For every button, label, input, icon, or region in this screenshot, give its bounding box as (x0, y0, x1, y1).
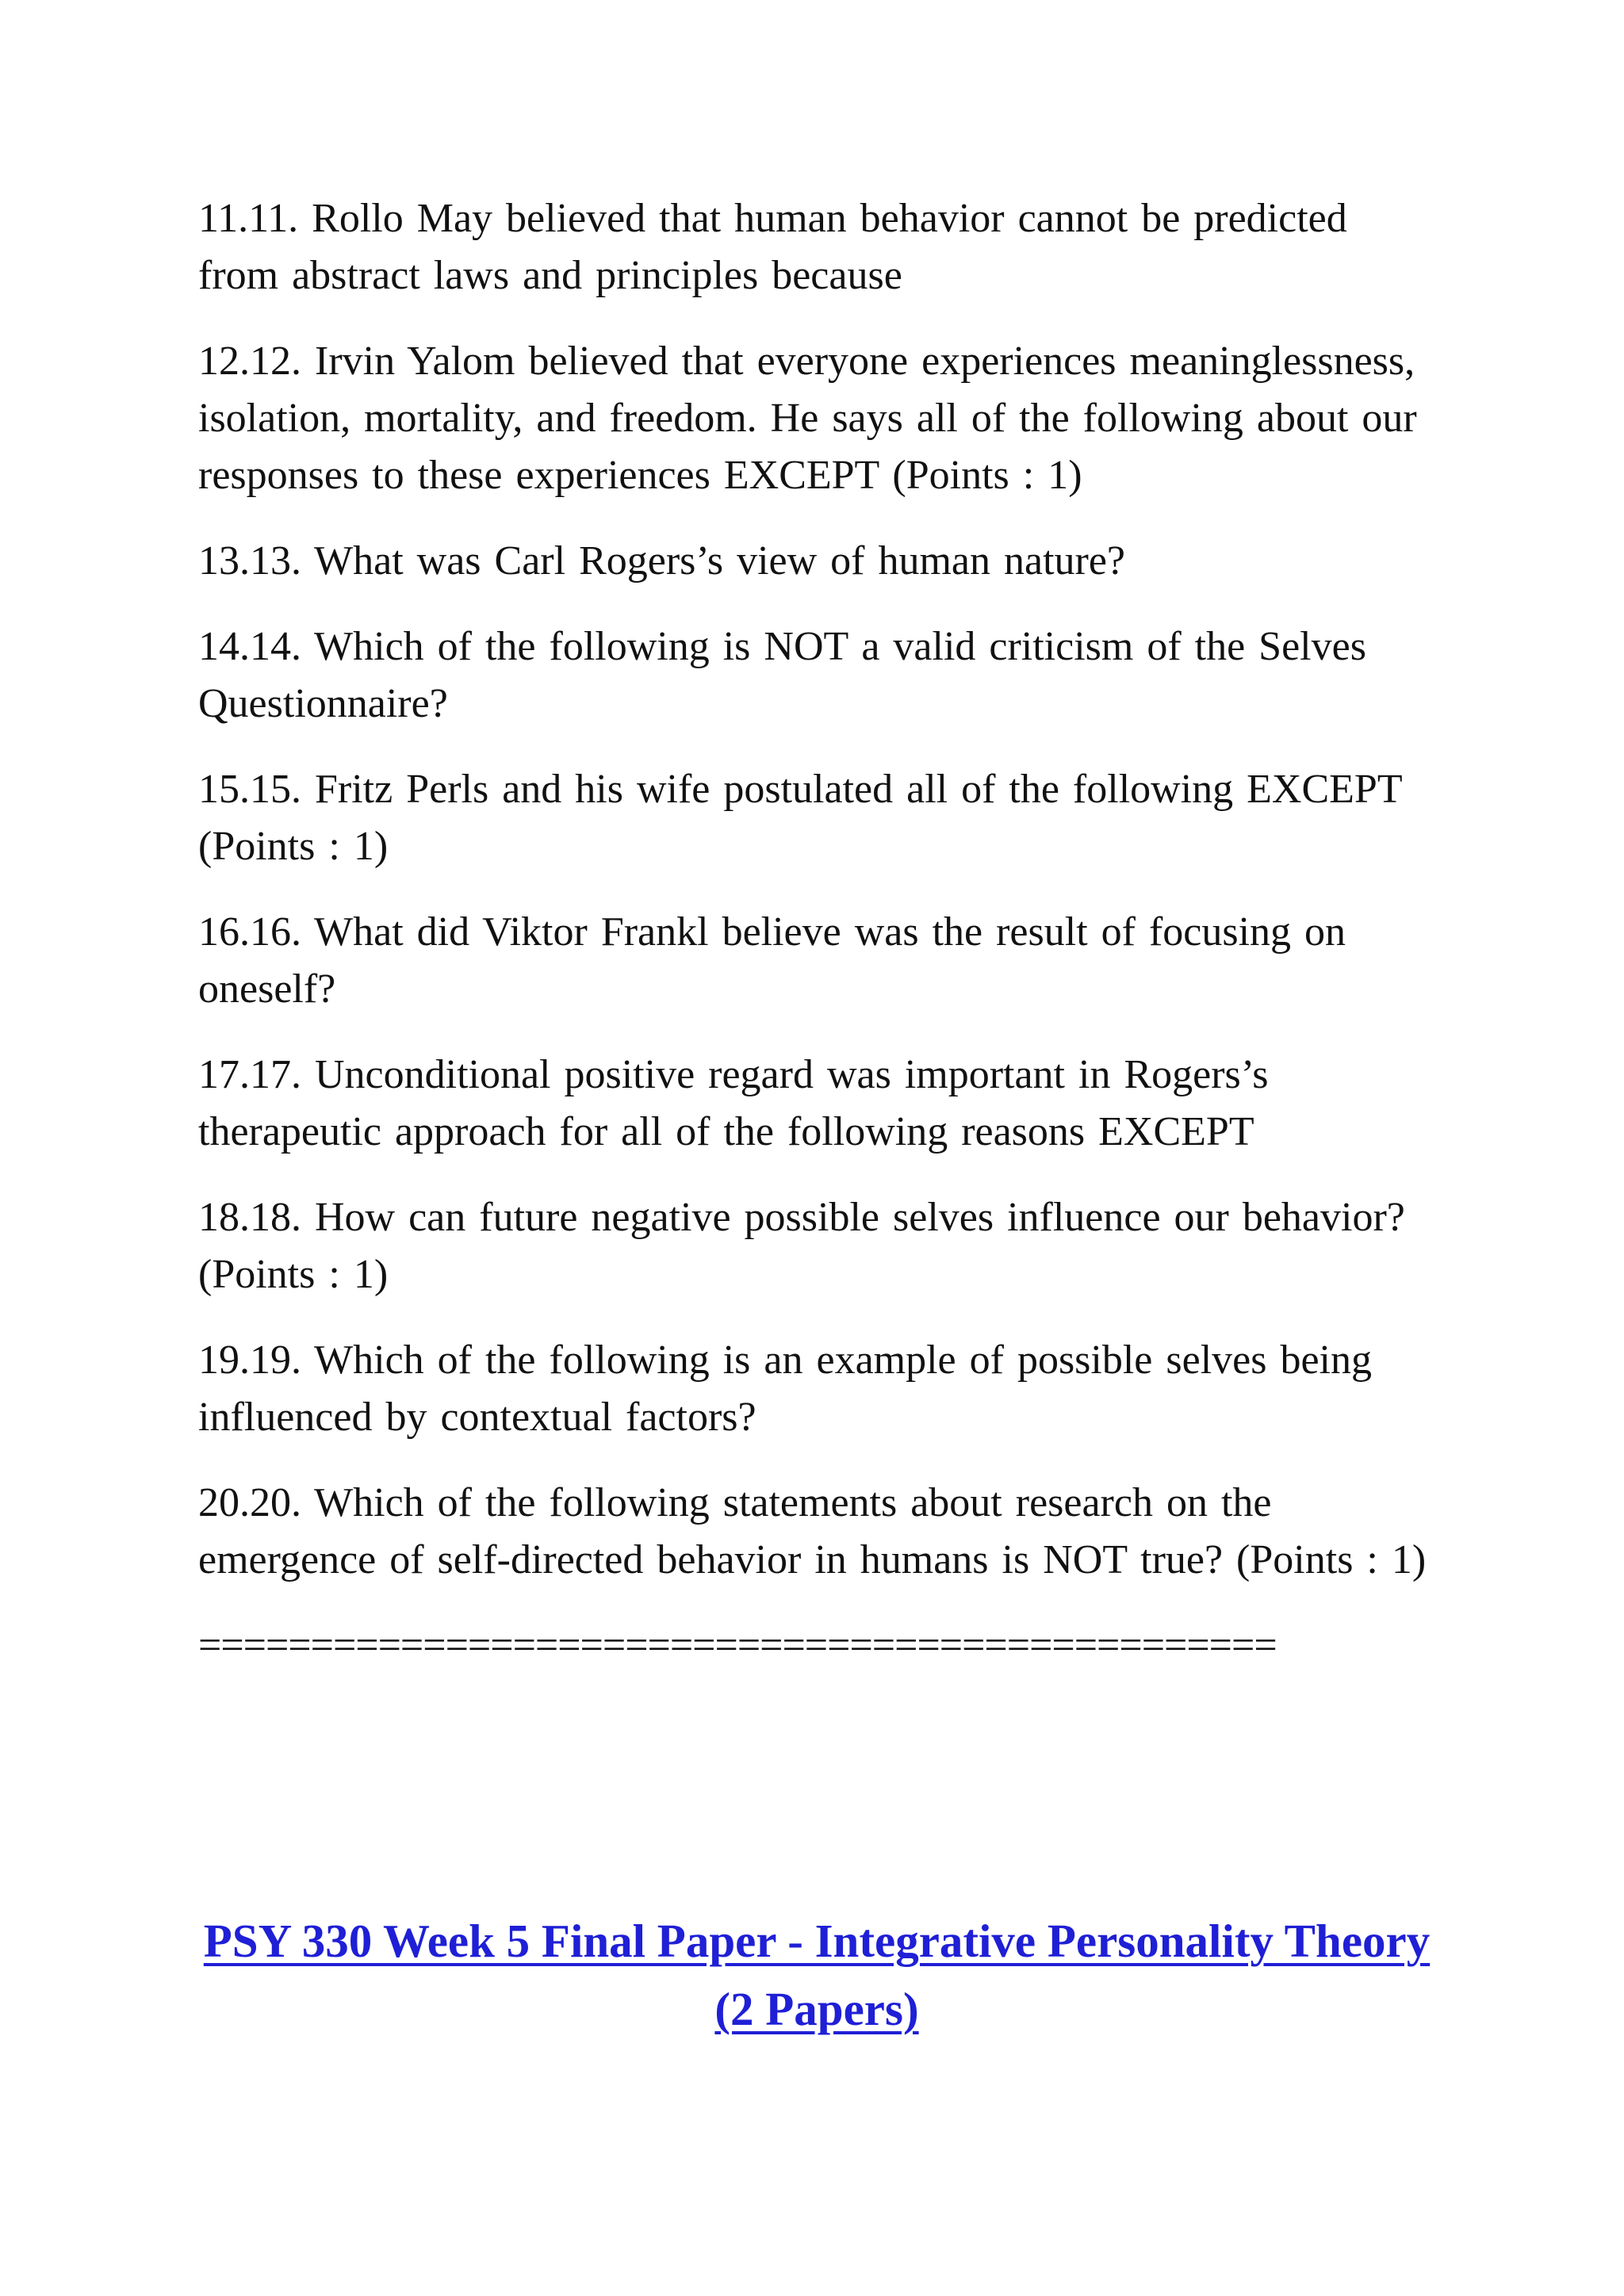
question-13: 13.13. What was Carl Rogers’s view of human nature? (198, 538, 1125, 584)
question-19: 19.19. Which of the following is an example of possible selves being influenced by contextual factors? (198, 1337, 1372, 1440)
question-18: 18.18. How can future negative possible selves influence our behavior? (Points : 1) (198, 1195, 1405, 1297)
question-12: 12.12. Irvin Yalom believed that everyone experiences meaninglessness, isolation, mortality, and freedom. He says all of the following about our responses to these experiences EXCEPT (Points : 1) (198, 339, 1417, 498)
question-14: 14.14. Which of the following is NOT a valid criticism of the Selves Questionnaire? (198, 624, 1366, 726)
final-paper-link[interactable]: PSY 330 Week 5 Final Paper - Integrative Personality Theory (2 Papers) (203, 1915, 1431, 2035)
document-body (198, 190, 1435, 1674)
question-16: 16.16. What did Viktor Frankl believe was the result of focusing on oneself? (198, 909, 1346, 1012)
question-20: 20.20. Which of the following statements about research on the emergence of self-directed behavior in humans is NOT true? (Points : 1) (198, 1480, 1427, 1582)
question-17: 17.17. Unconditional positive regard was important in Rogers’s therapeutic approach for all of the following reasons EXCEPT (198, 1052, 1269, 1154)
section-divider: ================================================ (198, 1623, 1277, 1668)
question-11: 11.11. Rollo May believed that human behavior cannot be predicted from abstract laws and principles because (198, 196, 1347, 298)
question-15: 15.15. Fritz Perls and his wife postulated all of the following EXCEPT (Points : 1) (198, 767, 1402, 869)
